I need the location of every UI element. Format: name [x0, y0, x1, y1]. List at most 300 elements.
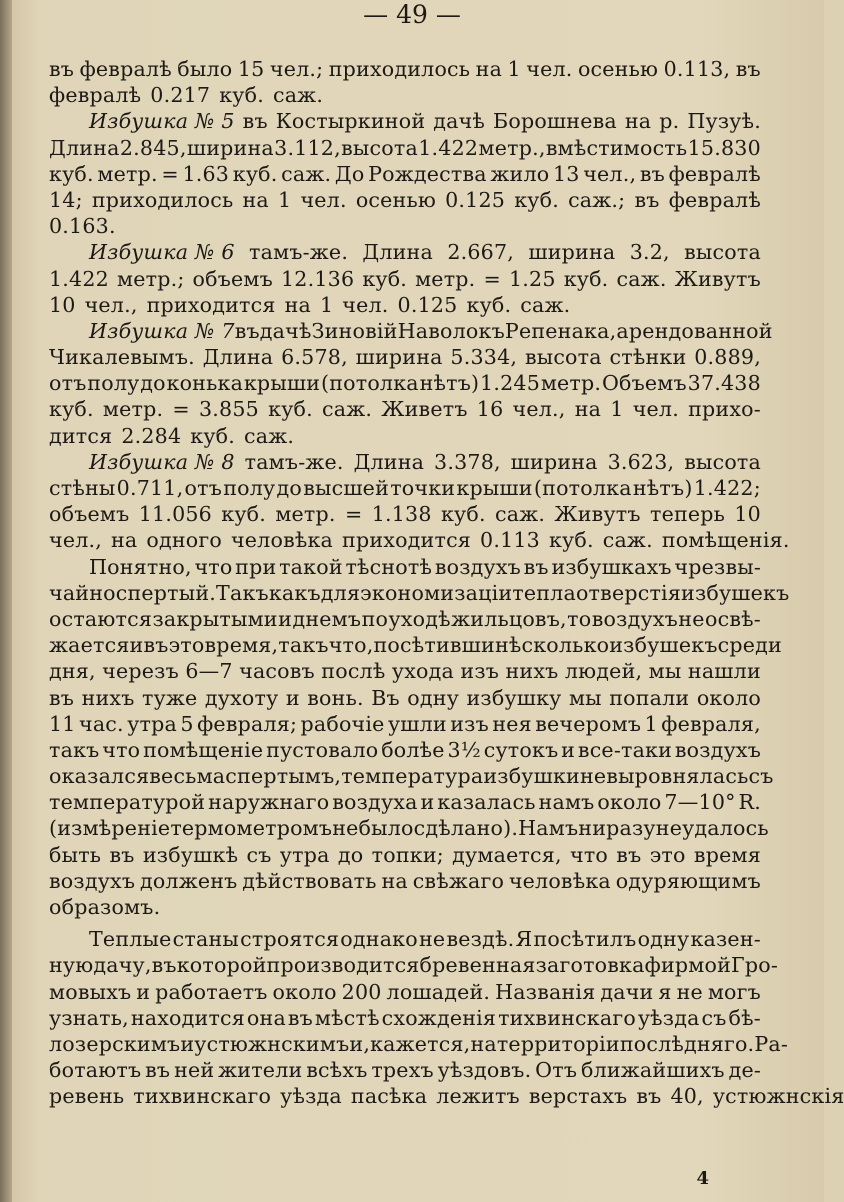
word: такъ: [278, 633, 329, 658]
word: куб.: [466, 292, 512, 317]
word: время,: [204, 633, 279, 658]
word: отъ: [49, 371, 87, 396]
word: 0.163.: [49, 214, 116, 239]
word: это: [649, 842, 686, 867]
word: 2.845,: [119, 135, 187, 160]
word: куб.: [362, 266, 408, 291]
text-line: [49, 370, 761, 396]
word: фирмой: [644, 953, 731, 978]
word: 0.217: [150, 83, 211, 108]
word: высшей: [303, 476, 389, 500]
word: объемъ: [49, 502, 130, 527]
word: вонь.: [307, 685, 364, 710]
word: 5: [180, 711, 194, 736]
word: куб.: [548, 528, 594, 553]
word: среди: [717, 633, 782, 658]
word: метр.: [540, 371, 602, 396]
word: воздухъ: [49, 868, 136, 893]
word: избушекъ: [681, 580, 790, 605]
word: 15: [237, 57, 265, 81]
word: производится: [266, 953, 420, 978]
text-line: [49, 423, 761, 449]
word: не: [655, 816, 683, 841]
word: 0.125: [445, 187, 506, 212]
word: (потолка: [320, 371, 419, 396]
word: 7—10°: [664, 790, 736, 815]
word: мѣстѣ: [314, 1005, 380, 1030]
word: нашли: [687, 659, 761, 684]
word: Намъ: [518, 816, 579, 841]
word: тепла: [512, 580, 576, 605]
word: куб.: [49, 397, 94, 422]
word: и: [285, 685, 300, 710]
text-line: [49, 711, 761, 737]
word: лозерскимъ: [49, 1031, 181, 1056]
word: 40,: [670, 1084, 704, 1109]
paragraph: [49, 318, 773, 449]
word: 5.334,: [450, 345, 518, 370]
paragraph: [49, 554, 790, 921]
word: жается: [49, 633, 130, 658]
word: куб.: [221, 502, 267, 527]
word: находится: [130, 1005, 245, 1030]
word: что: [194, 554, 233, 579]
word: въ: [735, 57, 761, 81]
word: февралѣ: [79, 57, 172, 81]
word: на: [475, 57, 503, 81]
word: вездѣ.: [446, 927, 515, 952]
word: тамъ-же.: [244, 449, 344, 474]
word: Костыркиной: [275, 109, 426, 134]
word: воздухъ: [434, 554, 521, 579]
word: осенью: [355, 187, 436, 212]
word: точки: [390, 476, 456, 500]
word: избушекъ: [609, 633, 718, 658]
paragraph: [49, 239, 761, 318]
word: съ: [246, 842, 272, 867]
word: уѣздовъ.: [437, 1058, 532, 1083]
word: туже: [141, 685, 198, 710]
word: заготовка: [535, 953, 645, 978]
word: Понятно,: [89, 554, 192, 579]
word: 3.112,: [274, 135, 341, 160]
word: въ: [143, 633, 169, 658]
word: остаются: [49, 606, 153, 631]
word: метр.: [102, 397, 164, 422]
word: 14;: [49, 187, 83, 212]
word: разу: [606, 816, 656, 841]
word: станы: [172, 927, 239, 952]
word: удалось: [682, 816, 769, 841]
heading-word: Избушка № 8: [89, 449, 235, 474]
word: Такъ: [216, 580, 269, 605]
word: (потолка: [533, 476, 632, 500]
word: днемъ: [292, 606, 362, 631]
signature-mark: 4: [696, 1168, 709, 1189]
word: что: [102, 737, 141, 762]
word: Наволокъ: [397, 318, 505, 343]
word: съ: [748, 764, 774, 789]
word: до: [140, 371, 166, 396]
word: чел.: [632, 397, 679, 422]
word: 15.830: [687, 135, 761, 160]
text-line: [49, 685, 761, 711]
word: въ: [242, 109, 268, 134]
word: февраля;: [197, 711, 298, 736]
text-line: [49, 606, 761, 632]
word: ушли: [387, 711, 447, 736]
word: куб.: [190, 423, 236, 448]
word: 1.422: [49, 266, 109, 291]
word: стѣнки: [609, 345, 687, 370]
word: крыши: [456, 476, 533, 500]
word: куб.: [268, 397, 313, 422]
word: узнать,: [49, 1005, 129, 1030]
word: послѣ: [321, 659, 386, 684]
word: 3½: [447, 737, 481, 762]
word: чайно: [49, 580, 116, 605]
word: человѣка: [230, 528, 334, 553]
body-text: [49, 56, 844, 1110]
text-line: [49, 1005, 761, 1031]
word: оказался: [49, 764, 150, 789]
word: я: [658, 979, 672, 1004]
word: помѣщеніе: [143, 737, 264, 762]
word: спертый.: [115, 580, 217, 605]
text-line: [49, 737, 761, 763]
word: въ: [636, 1084, 662, 1109]
word: выровнялась: [606, 764, 749, 789]
word: на: [624, 109, 652, 134]
word: куб.: [219, 83, 264, 108]
word: и: [129, 633, 144, 658]
word: спертымъ,: [225, 764, 342, 789]
word: Объемъ: [601, 371, 687, 396]
word: утра: [279, 842, 330, 867]
text-line: [49, 344, 761, 370]
word: бревенная: [419, 953, 536, 978]
word: работаетъ: [155, 979, 268, 1004]
word: трехъ: [371, 1058, 434, 1083]
word: Я: [515, 927, 533, 952]
word: 16: [476, 397, 504, 422]
word: отверстія: [575, 580, 682, 605]
word: 2.284: [121, 423, 182, 448]
text-line: [49, 815, 769, 841]
word: попали: [609, 685, 690, 710]
word: въ: [234, 318, 260, 343]
word: одну: [637, 927, 690, 952]
word: =: [172, 397, 190, 422]
word: 1.422;: [693, 476, 761, 500]
word: приходилось: [91, 187, 234, 212]
word: тихвинскаго: [133, 1084, 272, 1109]
word: полу: [87, 371, 140, 396]
word: арендованной: [616, 318, 773, 343]
text-line: [49, 108, 761, 134]
word: не: [676, 979, 703, 1004]
word: Чикалевымъ.: [49, 345, 195, 370]
word: 3.623,: [607, 449, 675, 474]
word: р.: [659, 109, 680, 134]
word: приходится: [146, 292, 276, 317]
word: 3.378,: [434, 449, 501, 474]
word: саж.: [322, 397, 373, 422]
word: чел.,: [583, 161, 637, 186]
word: какъ: [268, 580, 321, 605]
word: чел.,: [49, 528, 102, 553]
word: не: [579, 764, 607, 789]
word: мовыхъ: [49, 979, 132, 1004]
word: 10: [49, 292, 76, 317]
word: ширина: [528, 240, 616, 265]
word: и: [278, 606, 293, 631]
word: метр.: [415, 266, 476, 291]
word: жители: [218, 1058, 303, 1083]
word: ней: [174, 1058, 215, 1083]
word: саж.;: [568, 187, 626, 212]
word: свѣжаго: [412, 868, 505, 893]
page-number: — 49 —: [363, 0, 461, 29]
word: саж.: [244, 423, 295, 448]
word: весьма: [149, 764, 226, 789]
word: пустовало: [266, 737, 379, 762]
word: экономизаціи: [360, 580, 513, 605]
word: Отъ: [535, 1058, 578, 1083]
word: рабочіе: [300, 711, 385, 736]
word: нея: [492, 711, 532, 736]
word: ширина: [186, 135, 274, 160]
word: съ: [701, 1005, 727, 1030]
word: по: [361, 606, 389, 631]
word: ближайшихъ: [580, 1058, 725, 1083]
word: Названія: [495, 979, 596, 1004]
word: ботаютъ: [49, 1058, 142, 1083]
word: посѣтивши: [373, 633, 495, 658]
word: Ра-: [754, 1031, 789, 1056]
word: метр.: [275, 502, 336, 527]
word: саж.: [602, 528, 653, 553]
word: Борошнева: [493, 109, 617, 134]
text-line: [49, 161, 761, 187]
word: около: [272, 979, 337, 1004]
text-line: [49, 1031, 789, 1057]
word: въ: [49, 57, 75, 81]
word: саж.: [281, 161, 332, 186]
word: казен-: [690, 927, 761, 952]
heading-word: Избушка № 7: [89, 318, 235, 343]
word: и: [420, 790, 435, 815]
word: 11: [49, 711, 76, 736]
word: сдѣлано).: [413, 816, 519, 841]
word: то: [567, 606, 592, 631]
word: нихъ: [505, 659, 559, 684]
word: топки;: [371, 842, 444, 867]
word: де-: [728, 1058, 761, 1083]
word: 1: [644, 711, 658, 736]
word: и: [180, 1031, 195, 1056]
word: устюжнскія: [712, 1084, 844, 1109]
word: 12.136: [281, 266, 355, 291]
word: мы: [648, 659, 682, 684]
word: послѣдняго.: [619, 1031, 755, 1056]
word: ни: [578, 816, 607, 841]
word: въ: [151, 953, 177, 978]
word: 0.125: [397, 292, 458, 317]
word: нѣсколько: [494, 633, 610, 658]
word: 1: [319, 292, 334, 317]
word: (измѣреніе: [49, 816, 171, 841]
word: помѣщенія.: [661, 528, 790, 553]
word: 10: [734, 502, 761, 527]
word: что: [570, 842, 609, 867]
word: дня,: [49, 659, 96, 684]
word: 1.138: [371, 502, 432, 527]
word: куб.: [440, 502, 486, 527]
word: чел.: [526, 57, 573, 81]
word: въ: [634, 187, 660, 212]
word: около: [696, 685, 761, 710]
word: все-таки: [577, 737, 673, 762]
word: 0.113,: [663, 57, 731, 81]
word: воздухъ: [674, 737, 761, 762]
text-line: [49, 82, 761, 108]
word: въ: [616, 842, 642, 867]
word: Живутъ: [674, 266, 761, 291]
word: лежитъ: [436, 1084, 520, 1109]
word: куб.: [232, 161, 278, 186]
word: объемъ: [192, 266, 273, 291]
text-line: [49, 763, 774, 789]
word: Живетъ: [381, 397, 468, 422]
word: приходится: [342, 528, 472, 553]
word: ную: [49, 953, 94, 978]
word: верстахъ: [528, 1084, 628, 1109]
word: наружнаго: [208, 790, 330, 815]
word: чел.,: [84, 292, 138, 317]
word: Гро-: [731, 953, 778, 978]
word: уходѣ: [388, 606, 451, 631]
word: не: [332, 816, 359, 841]
word: ухода: [391, 659, 454, 684]
word: дачу,: [93, 953, 152, 978]
text-line: [49, 187, 761, 213]
word: 1.63: [182, 161, 230, 186]
word: нихъ: [81, 685, 135, 710]
word: 0.113: [480, 528, 540, 553]
word: воздухъ: [591, 606, 678, 631]
word: избушки: [483, 764, 580, 789]
word: 2.667,: [447, 240, 515, 265]
word: уѣзда: [637, 1005, 700, 1030]
word: время: [693, 842, 761, 867]
text-line: [49, 475, 761, 501]
word: пасѣка: [350, 1084, 428, 1109]
word: нѣтъ): [632, 476, 693, 500]
word: въ: [109, 842, 135, 867]
word: дѣйствовать: [242, 868, 377, 893]
word: жило: [490, 161, 550, 186]
word: 1.25: [508, 266, 556, 291]
word: казалась: [437, 790, 536, 815]
heading-word: Избушка № 6: [89, 240, 235, 265]
word: было: [358, 816, 414, 841]
word: въ: [523, 554, 549, 579]
word: чел.,: [512, 397, 566, 422]
paragraph: [49, 449, 790, 554]
word: и: [136, 979, 151, 1004]
word: схожденія: [381, 1005, 497, 1030]
word: не: [678, 606, 705, 631]
word: жильцовъ,: [451, 606, 567, 631]
word: одну: [407, 685, 460, 710]
word: =: [483, 266, 501, 291]
word: часовъ: [239, 659, 315, 684]
text-line: [49, 135, 761, 161]
word: избушку: [466, 685, 562, 710]
word: освѣ-: [705, 606, 761, 631]
word: въ: [287, 1005, 313, 1030]
word: духоту: [204, 685, 279, 710]
word: на: [381, 868, 408, 893]
word: такъ: [49, 737, 100, 762]
book-spine: [0, 0, 12, 1202]
word: образомъ.: [49, 895, 161, 919]
word: Теплые: [89, 927, 172, 952]
word: изъ: [460, 659, 500, 684]
word: и,: [349, 1031, 371, 1056]
word: отъ: [184, 476, 223, 500]
word: она: [246, 1005, 286, 1030]
word: высота: [684, 240, 761, 265]
word: нѣтъ): [419, 371, 480, 396]
word: Рождества: [368, 161, 487, 186]
word: февраля,: [661, 711, 761, 736]
word: территоріи: [496, 1031, 620, 1056]
word: приходилось: [328, 57, 471, 81]
word: полу: [223, 476, 276, 500]
text-line: [49, 266, 761, 292]
word: утра: [127, 711, 177, 736]
word: до: [276, 476, 303, 500]
word: метр.: [97, 161, 158, 186]
text-line: [49, 894, 761, 920]
word: намъ: [538, 790, 595, 815]
word: тамъ-же.: [249, 240, 349, 265]
word: было: [177, 57, 233, 81]
word: чел.: [300, 187, 347, 212]
word: 3.2,: [629, 240, 670, 265]
word: въ: [145, 1058, 171, 1083]
text-line: [49, 292, 761, 318]
text-line: [49, 979, 761, 1005]
word: ширина: [355, 345, 443, 370]
word: человѣка: [508, 868, 611, 893]
word: бѣ-: [728, 1005, 761, 1030]
word: тѣснотѣ: [345, 554, 433, 579]
word: 13: [552, 161, 580, 186]
word: 1: [610, 397, 624, 422]
word: высота: [684, 449, 761, 474]
word: февралѣ: [49, 83, 142, 108]
text-line: [49, 952, 778, 978]
word: 11.056: [138, 502, 212, 527]
word: и: [561, 737, 576, 762]
word: могъ: [707, 979, 761, 1004]
word: 3.855: [199, 397, 259, 422]
word: Длина: [362, 240, 433, 265]
word: на: [242, 187, 269, 212]
